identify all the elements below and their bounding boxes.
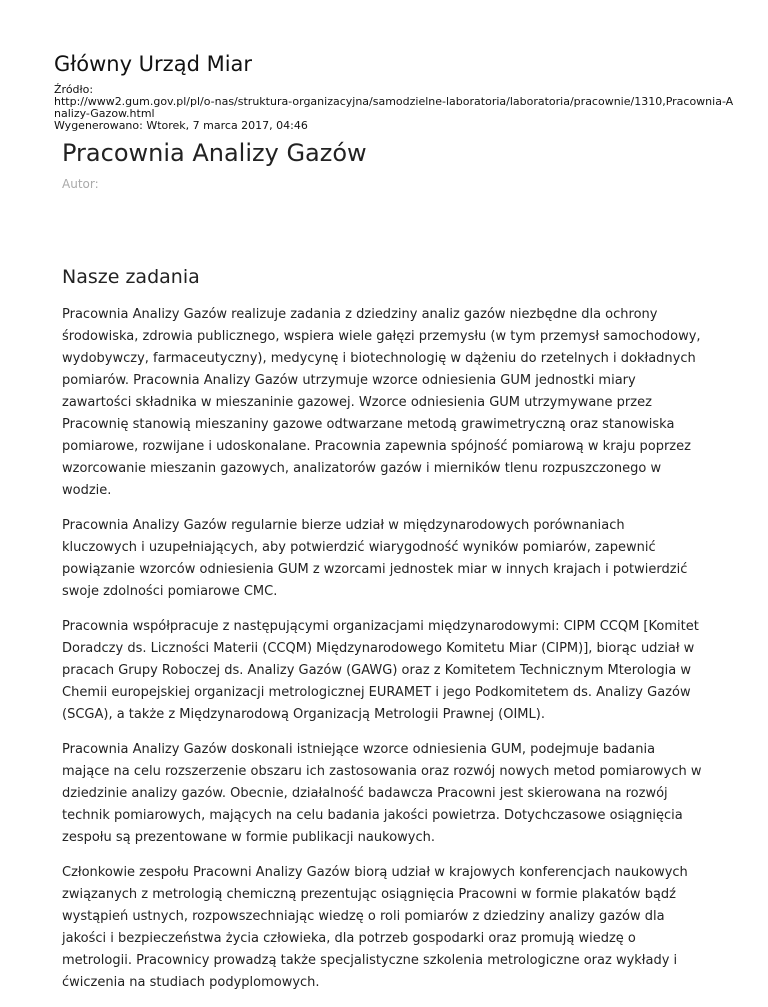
article-body [62, 304, 702, 1007]
paragraph: Pracownia Analizy Gazów regularnie bierze udział w międzynarodowych porównaniach kluczowych i uzupełniających, aby potwierdzić wiarygodność wyników pomiarów, zapewnić powiązanie wzorców odniesienia GUM z wzorcami jednostek miar w innych krajach i potwierdzić swoje zdolności pomiarowe CMC. [62, 518, 688, 599]
section-title: Nasze zadania [62, 266, 200, 288]
article [62, 136, 702, 990]
document-meta [54, 84, 734, 132]
paragraph: Członkowie zespołu Pracowni Analizy Gazów biorą udział w krajowych konferencjach naukowych związanych z metrologią chemiczną prezentując osiągnięcia Pracowni w formie plakatów bądź wystąpień ustnych, rozpowszechniając wiedzę o roli pomiarów z dziedziny analizy gazów dla jakości i bezpieczeństwa życia człowieka, dla potrzeb gospodarki oraz promują wiedzę o metrologii. Pracownicy prowadzą także specjalistyczne szkolenia metrologiczne oraz wykłady i ćwiczenia na studiach podyplomowych. [62, 865, 688, 990]
paragraph: Pracownia Analizy Gazów realizuje zadania z dziedziny analiz gazów niezbędne dla ochrony środowiska, zdrowia publicznego, wspiera wiele gałęzi przemysłu (w tym przemysł samochodowy, wydobywczy, farmaceutyczny), medycynę i biotechnologię w dążeniu do rzetelnych i dokładnych pomiarów. Pracownia Analizy Gazów utrzymuje wzorce odniesienia GUM jednostki miary zawartości składnika w mieszaninie gazowej. Wzorce odniesienia GUM utrzymywane przez Pracownię stanowią mieszaniny gazowe odtwarzane metodą grawimetryczną oraz stanowiska pomiarowe, rozwijane i udoskonalane. Pracownia zapewnia spójność pomiarową w kraju poprzez wzorcowanie mieszanin gazowych, analizatorów gazów i mierników tlenu rozpuszczonego w wodzie. [62, 307, 701, 498]
generated-date: Wygenerowano: Wtorek, 7 marca 2017, 04:46 [54, 119, 308, 132]
source-url[interactable]: http://www2.gum.gov.pl/pl/o-nas/struktura-organizacyjna/samodzielne-laboratoria/laboratoria/pracownie/1310,Pracownia-Analizy-Gazow.html [54, 95, 734, 120]
page-title: Pracownia Analizy Gazów [62, 139, 367, 167]
source-label: Źródło: [54, 83, 94, 96]
site-title: Główny Urząd Miar [54, 52, 253, 76]
paragraph: Pracownia Analizy Gazów doskonali istniejące wzorce odniesienia GUM, podejmuje badania mające na celu rozszerzenie obszaru ich zastosowania oraz rozwój nowych metod pomiarowych w dziedzinie analizy gazów. Obecnie, działalność badawcza Pracowni jest skierowana na rozwój technik pomiarowych, mających na celu badania jakości powietrza. Dotychczasowe osiągnięcia zespołu są prezentowane w formie publikacji naukowych. [62, 742, 702, 845]
author-label: Autor: [62, 177, 99, 191]
paragraph: Pracownia współpracuje z następującymi organizacjami międzynarodowymi: CIPM CCQM [Komitet Doradczy ds. Liczności Materii (CCQM) Międzynarodowego Komitetu Miar (CIPM)], biorąc udział w pracach Grupy Roboczej ds. Analizy Gazów (GAWG) oraz z Komitetem Technicznym Mterologia w Chemii europejskiej organizacji metrologicznej EURAMET i jego Podkomitetem ds. Analizy Gazów (SCGA), a także z Międzynarodową Organizacją Metrologii Prawnej (OIML). [62, 619, 699, 722]
